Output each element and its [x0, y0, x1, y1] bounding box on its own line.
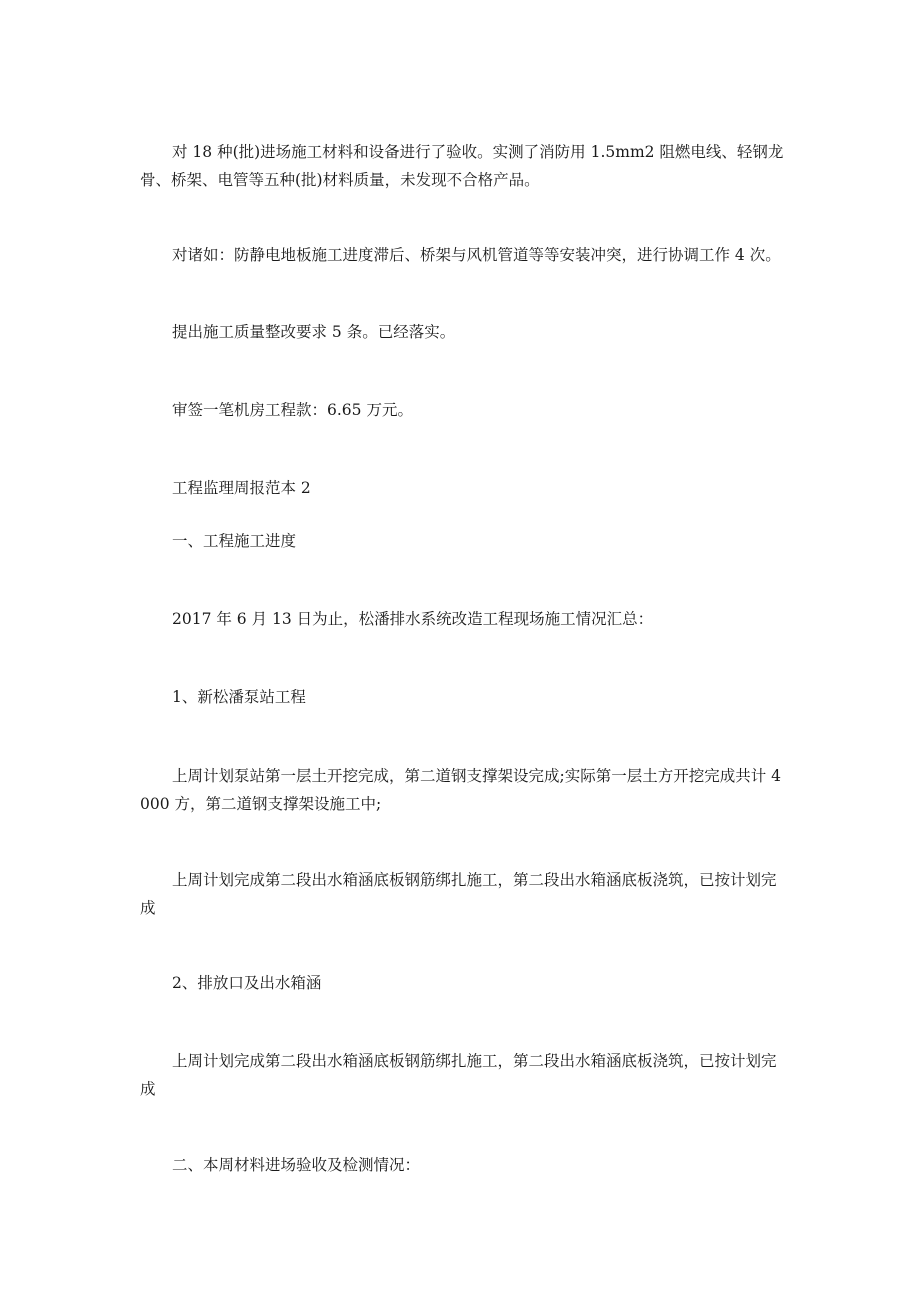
paragraph-box-culvert-plan-1: 上周计划完成第二段出水箱涵底板钢筋绑扎施工，第二段出水箱涵底板浇筑，已按计划完成 [140, 871, 777, 917]
paragraph-box-culvert-plan-2: 上周计划完成第二段出水箱涵底板钢筋绑扎施工，第二段出水箱涵底板浇筑，已按计划完成 [140, 1052, 777, 1098]
paragraph-pump-station-plan: 上周计划泵站第一层土开挖完成，第二道钢支撑架设完成;实际第一层土方开挖完成共计 4000 方，第二道钢支撑架设施工中; [140, 767, 782, 813]
heading-outfall: 2、排放口及出水箱涵 [172, 974, 322, 992]
heading-material-inspection: 二、本周材料进场验收及检测情况： [172, 1156, 421, 1174]
paragraph-coordination: 对诸如：防静电地板施工进度滞后、桥架与风机管道等等安装冲突，进行协调工作 4 次。 [172, 246, 781, 264]
paragraph-payment: 审签一笔机房工程款：6.65 万元。 [172, 401, 413, 419]
heading-pump-station: 1、新松潘泵站工程 [172, 688, 306, 706]
paragraph-rectification: 提出施工质量整改要求 5 条。已经落实。 [172, 323, 456, 341]
section-title-sample-2: 工程监理周报范本 2 [172, 479, 311, 497]
heading-construction-progress: 一、工程施工进度 [172, 532, 297, 550]
paragraph-summary-date: 2017 年 6 月 13 日为止，松潘排水系统改造工程现场施工情况汇总： [172, 610, 654, 628]
paragraph-material-acceptance: 对 18 种(批)进场施工材料和设备进行了验收。实测了消防用 1.5mm2 阻燃电线、轻钢龙骨、桥架、电管等五种(批)材料质量，未发现不合格产品。 [140, 143, 784, 189]
